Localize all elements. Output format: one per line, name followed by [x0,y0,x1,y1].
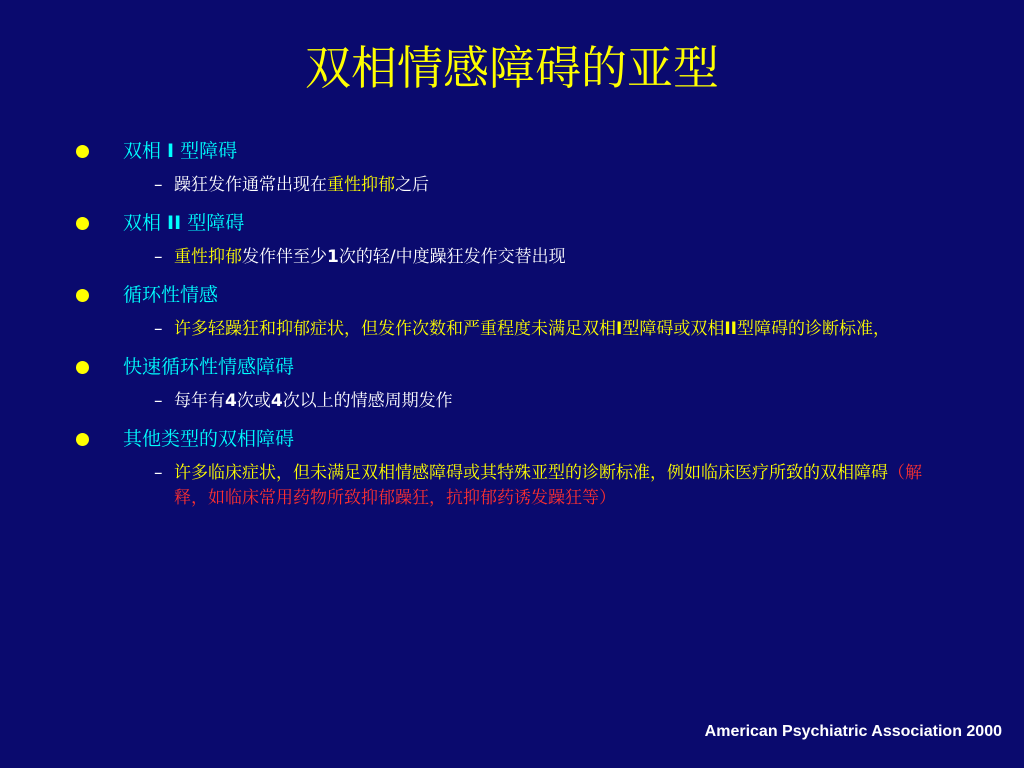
sub-text: 每年有 [174,391,225,411]
sub-text: 次或 [236,391,271,411]
sub-highlight: 重性抑郁 [327,175,395,195]
dash-marker: – [154,247,163,267]
sub-text: 次以上的情感周期发作 [282,391,453,411]
sub-item [0,173,1024,198]
heading-text: 循环性情感 [123,284,219,306]
sub-text: 躁狂发作通常出现在 [174,175,327,195]
sub-number: 4 [225,391,237,411]
bullet-icon [76,361,89,374]
sub-highlight: 许多临床症状，但未满足双相情感障碍或其特殊亚型的诊断标准，例如临床医疗所致的双相障碍 [174,463,888,483]
sub-text: 之后 [395,175,429,195]
sub-item [0,461,1024,511]
sub-highlight: 型障碍或双相 [622,319,725,339]
list-item-bipolar-1 [0,136,1024,166]
heading-text: 快速循环性情感障碍 [123,356,295,378]
footer-citation: American Psychiatric Association 2000 [704,723,1002,740]
bullet-list [0,136,1024,511]
heading-text: 双相 [123,140,168,162]
sub-item [0,245,1024,270]
sub-highlight: 重性抑郁 [174,247,242,267]
list-item-other-bipolar [0,424,1024,454]
list-item-cyclothymia [0,280,1024,310]
heading-text: 型障碍 [174,140,238,162]
slide-title: 双相情感障碍的亚型 [305,41,719,95]
heading-text: 双相 [123,212,168,234]
bullet-icon [76,433,89,446]
sub-number: 4 [270,391,283,411]
dash-marker: – [154,391,163,411]
dash-marker: – [154,463,163,483]
bullet-icon [76,145,89,158]
heading-text: 其他类型的双相障碍 [123,428,295,450]
sub-highlight: 型障碍的诊断标准， [736,319,890,339]
heading-roman: I [167,140,175,162]
list-item-rapid-cycling [0,352,1024,382]
sub-note: （解释，如临床常用药物所致抑郁躁狂，抗抑郁药诱发躁狂等） [174,463,922,508]
list-item-bipolar-2 [0,208,1024,238]
heading-roman: II [167,212,182,234]
heading-text: 型障碍 [181,212,245,234]
sub-roman: II [724,319,737,339]
sub-highlight: 许多轻躁狂和抑郁症状，但发作次数和严重程度未满足双相 [174,319,616,339]
sub-text: 发作伴至少 [242,247,327,267]
sub-roman: I [616,319,623,339]
sub-item [0,317,1024,342]
dash-marker: – [154,175,163,195]
bullet-icon [76,289,89,302]
sub-text: 次的轻/中度躁狂发作交替出现 [338,247,566,267]
bullet-icon [76,217,89,230]
sub-number: 1 [327,247,339,267]
sub-item [0,389,1024,414]
dash-marker: – [154,319,163,339]
